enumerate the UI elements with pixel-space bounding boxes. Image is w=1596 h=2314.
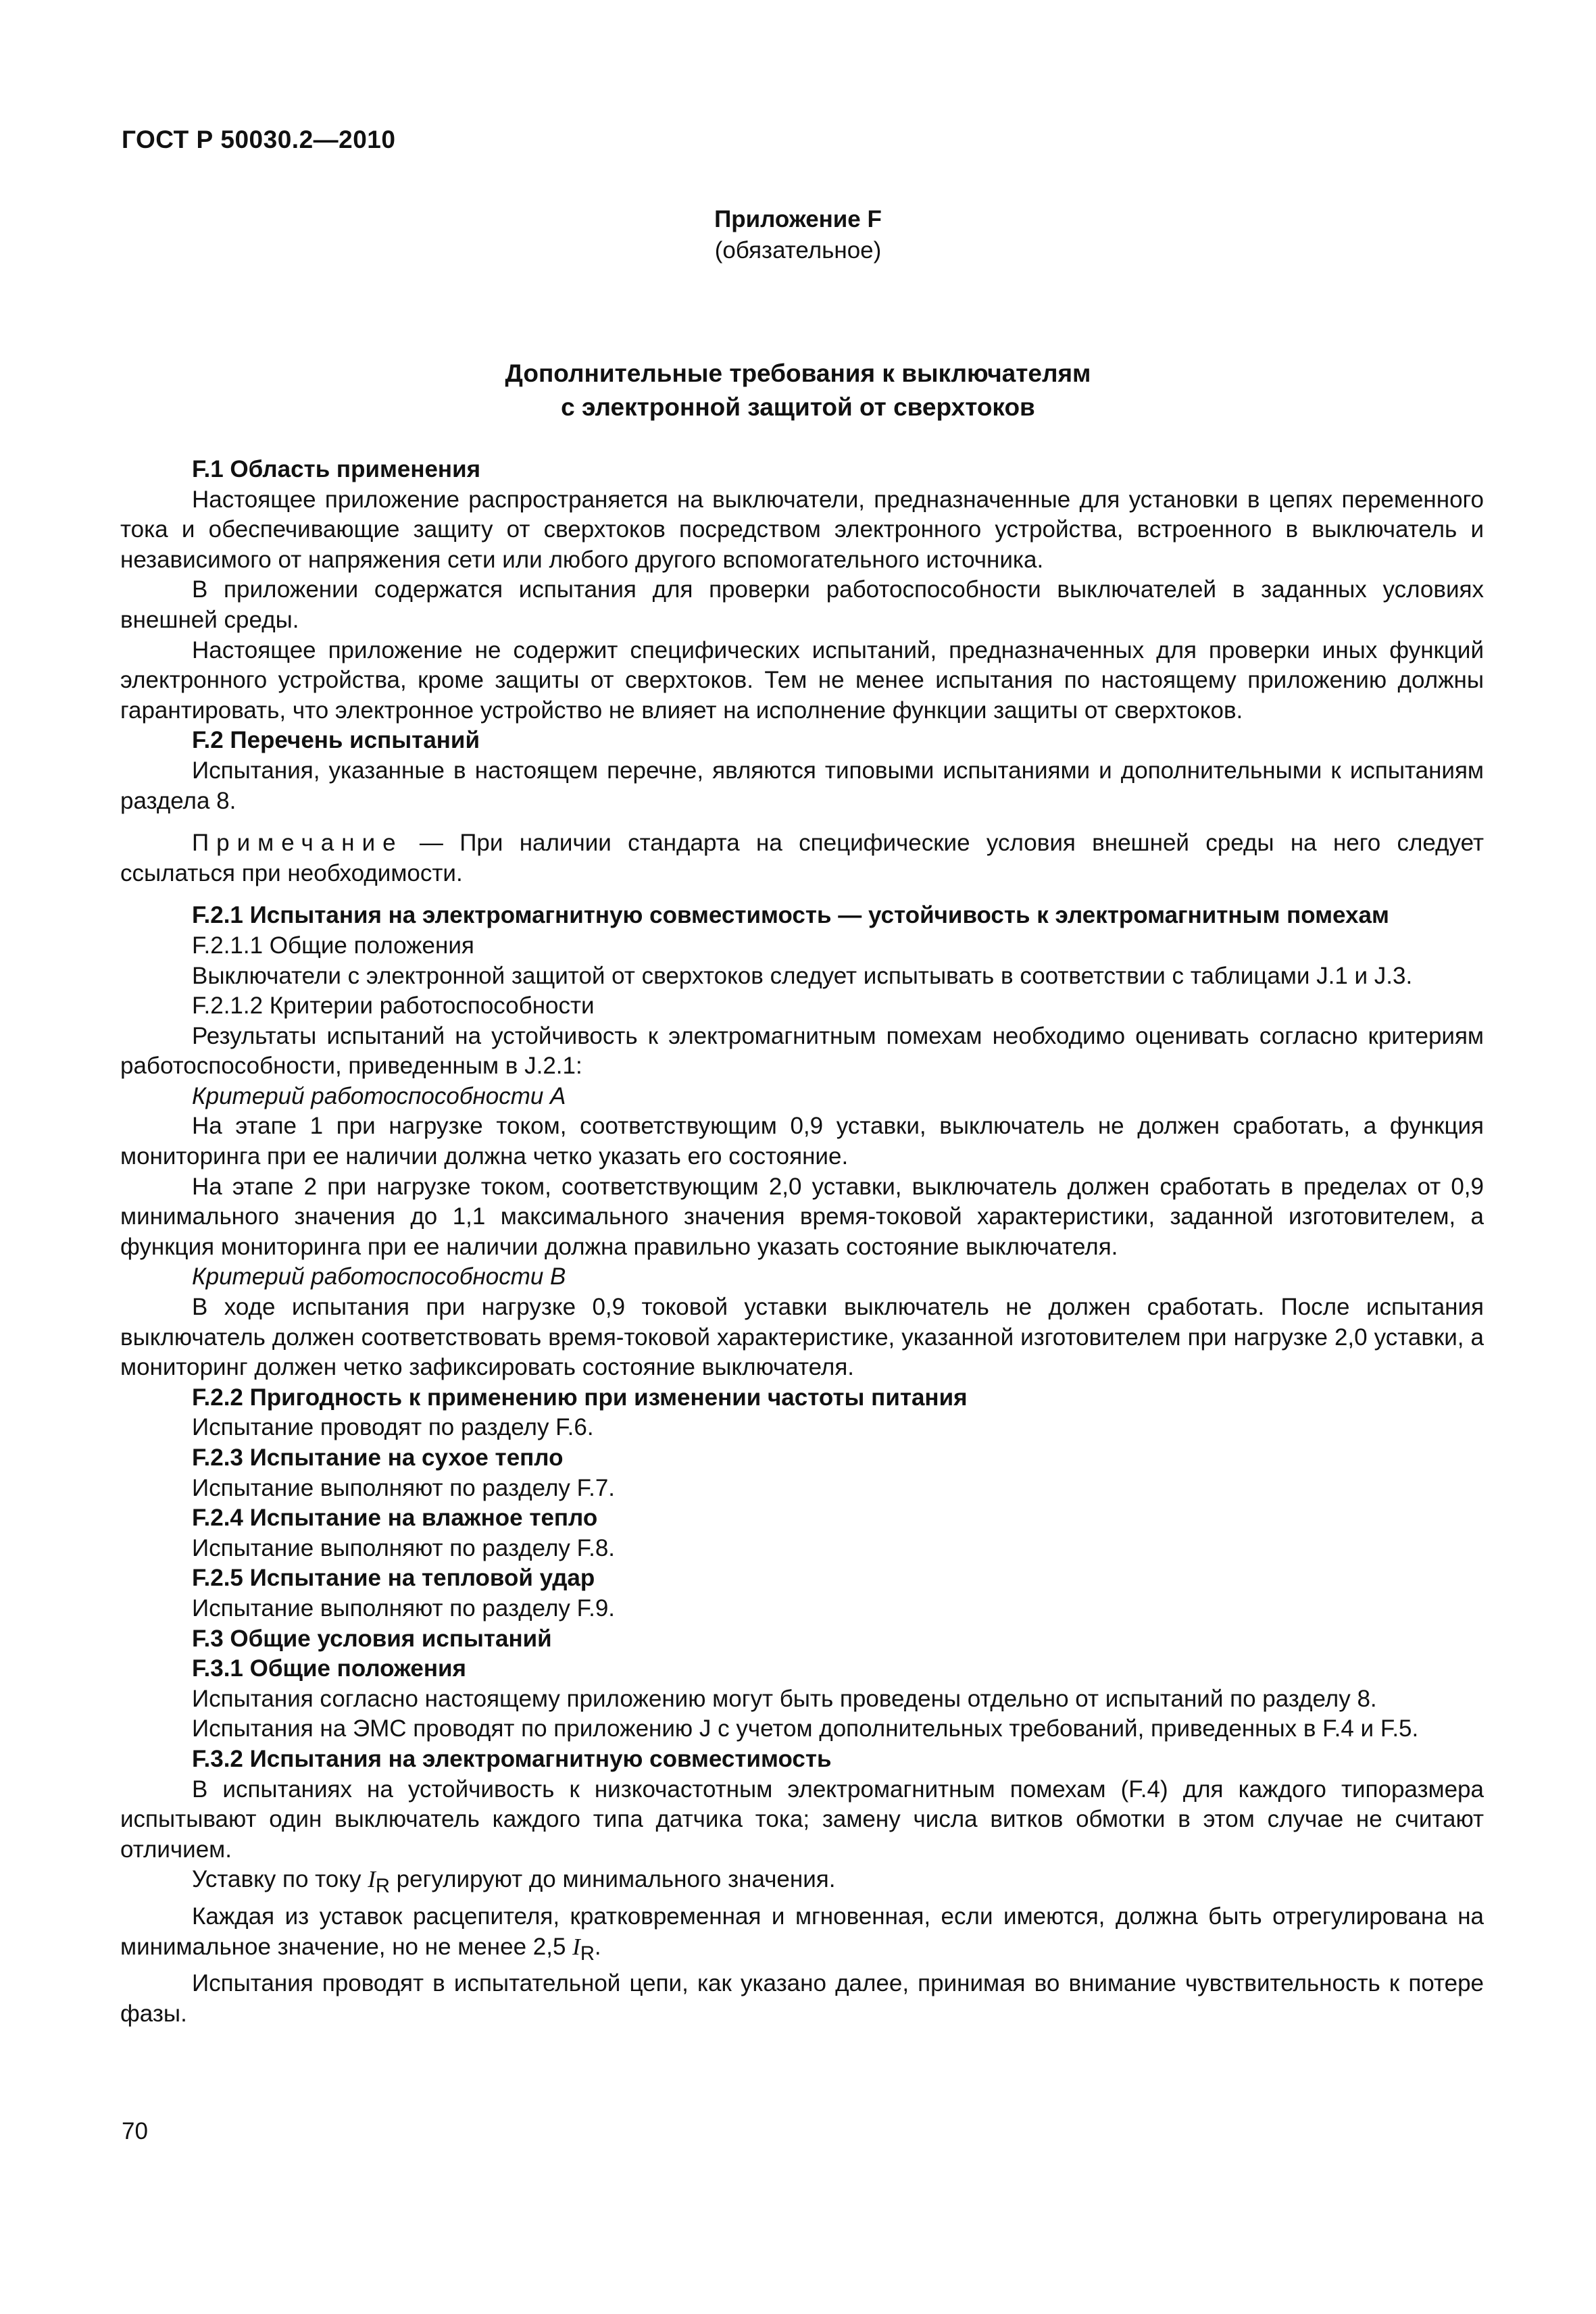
symbol-subscript: R <box>580 1942 595 1965</box>
page-number: 70 <box>122 2118 148 2144</box>
paragraph: Испытания согласно настоящему приложению могут быть проведены отдельно от испытаний по разделу 8. <box>192 1685 1377 1712</box>
criterion-heading: Критерий работоспособности B <box>192 1263 566 1290</box>
paragraph: Настоящее приложение распространяется на выключатели, предназначенные для установки в цепях переменного тока и обеспечивающие защиту от сверхтоков посредством электронного устройства, встроенного в выключатель и независимого от напряжения сети или любого другого вспомогательного источника. <box>120 486 1484 573</box>
note-text: — При наличии стандарта на специфические условия внешней среды на него следует ссылаться при необходимости. <box>120 830 1484 886</box>
criterion-heading: Критерий работоспособности A <box>192 1082 566 1109</box>
paragraph: Настоящее приложение не содержит специфических испытаний, предназначенных для проверки иных функций электронного устройства, кроме защиты от сверхтоков. Тем не менее испытания по настоящему приложению должны гарантировать, что электронное устройство не влияет на исполнение функции защиты от сверхтоков. <box>120 636 1484 724</box>
text-fragment: . <box>594 1933 601 1960</box>
paragraph: На этапе 2 при нагрузке током, соответствующим 2,0 уставки, выключатель должен сработать в пределах от 0,9 минимального значения до 1,1 максимального значения время-токовой характеристики, заданной изготовителем, а функция мониторинга при ее наличии должна правильно указать состояние выключателя. <box>120 1173 1484 1260</box>
subsection-heading: F.2.1.2 Критерии работоспособности <box>192 992 595 1020</box>
title-line-1: Дополнительные требования к выключателям <box>505 359 1091 387</box>
paragraph: В ходе испытания при нагрузке 0,9 токовой уставки выключатель не должен сработать. После испытания выключатель должен соответствовать время-токовой характеристике, указанной изготовителем при нагрузке 2,0 уставки, а мониторинг должен четко зафиксировать состояние выключателя. <box>120 1294 1484 1381</box>
appendix-status: (обязательное) <box>714 237 882 263</box>
paragraph: Испытание выполняют по разделу F.9. <box>192 1594 616 1621</box>
paragraph: Испытание выполняют по разделу F.7. <box>192 1474 616 1501</box>
section-heading: F.2.3 Испытание на сухое тепло <box>192 1444 564 1471</box>
paragraph <box>120 1902 1484 1969</box>
section-heading: F.3.2 Испытания на электромагнитную совместимость <box>192 1745 832 1772</box>
paragraph: Испытания проводят в испытательной цепи, как указано далее, принимая во внимание чувствительность к потере фазы. <box>120 1970 1484 2027</box>
subsection-heading: F.2.1.1 Общие положения <box>192 932 474 959</box>
section-heading: F.3.1 Общие положения <box>192 1655 466 1682</box>
paragraph: Результаты испытаний на устойчивость к электромагнитным помехам необходимо оценивать согласно критериям работоспособности, приведенным в J.2.1: <box>120 1022 1484 1080</box>
section-heading: F.2.5 Испытание на тепловой удар <box>192 1565 595 1592</box>
section-heading: F.2.1 Испытания на электромагнитную совместимость — устойчивость к электромагнитным помехам <box>192 902 1389 929</box>
section-heading: F.1 Область применения <box>192 456 481 482</box>
text-fragment: Каждая из уставок расцепителя, кратковременная и мгновенная, если имеются, должна быть отрегулирована на минимальное значение, но не менее 2,5 <box>120 1903 1484 1960</box>
appendix-heading <box>0 204 1596 266</box>
paragraph: В испытаниях на устойчивость к низкочастотным электромагнитным помехам (F.4) для каждого типоразмера испытывают один выключатель каждого типа датчика тока; замену числа витков обмотки в этом случае не считают отличием. <box>120 1776 1484 1863</box>
text-fragment: Уставку по току <box>192 1866 368 1893</box>
symbol-subscript: R <box>375 1876 390 1898</box>
symbol-i: I <box>572 1933 580 1960</box>
section-heading: F.2.4 Испытание на влажное тепло <box>192 1505 598 1532</box>
text-fragment: регулируют до минимального значения. <box>389 1866 836 1893</box>
title-line-2: с электронной защитой от сверхтоков <box>561 393 1035 421</box>
paragraph: Испытание выполняют по разделу F.8. <box>192 1534 616 1561</box>
paragraph: В приложении содержатся испытания для проверки работоспособности выключателей в заданных условиях внешней среды. <box>120 576 1484 633</box>
paragraph: Испытания, указанные в настоящем перечне, являются типовыми испытаниями и дополнительными к испытаниям раздела 8. <box>120 757 1484 814</box>
section-heading: F.2.2 Пригодность к применению при изменении частоты питания <box>192 1384 968 1411</box>
section-heading: F.2 Перечень испытаний <box>192 727 480 754</box>
document-body <box>120 455 1484 2029</box>
paragraph: Испытания на ЭМС проводят по приложению J с учетом дополнительных требований, приведенных в F.4 и F.5. <box>192 1715 1419 1742</box>
note-label: Примечание <box>192 830 403 857</box>
paragraph <box>120 1865 1484 1902</box>
symbol-i: I <box>368 1866 376 1893</box>
section-heading: F.3 Общие условия испытаний <box>192 1625 552 1652</box>
appendix-label: Приложение F <box>714 206 882 232</box>
paragraph: На этапе 1 при нагрузке током, соответствующим 0,9 уставки, выключатель не должен сработать, а функция мониторинга при ее наличии должна четко указать его состояние. <box>120 1113 1484 1170</box>
standard-code: ГОСТ Р 50030.2—2010 <box>122 126 396 153</box>
paragraph: Выключатели с электронной защитой от сверхтоков следует испытывать в соответствии с таблицами J.1 и J.3. <box>192 962 1413 989</box>
document-title <box>0 357 1596 424</box>
paragraph: Испытание проводят по разделу F.6. <box>192 1414 594 1441</box>
note-paragraph <box>120 828 1484 888</box>
